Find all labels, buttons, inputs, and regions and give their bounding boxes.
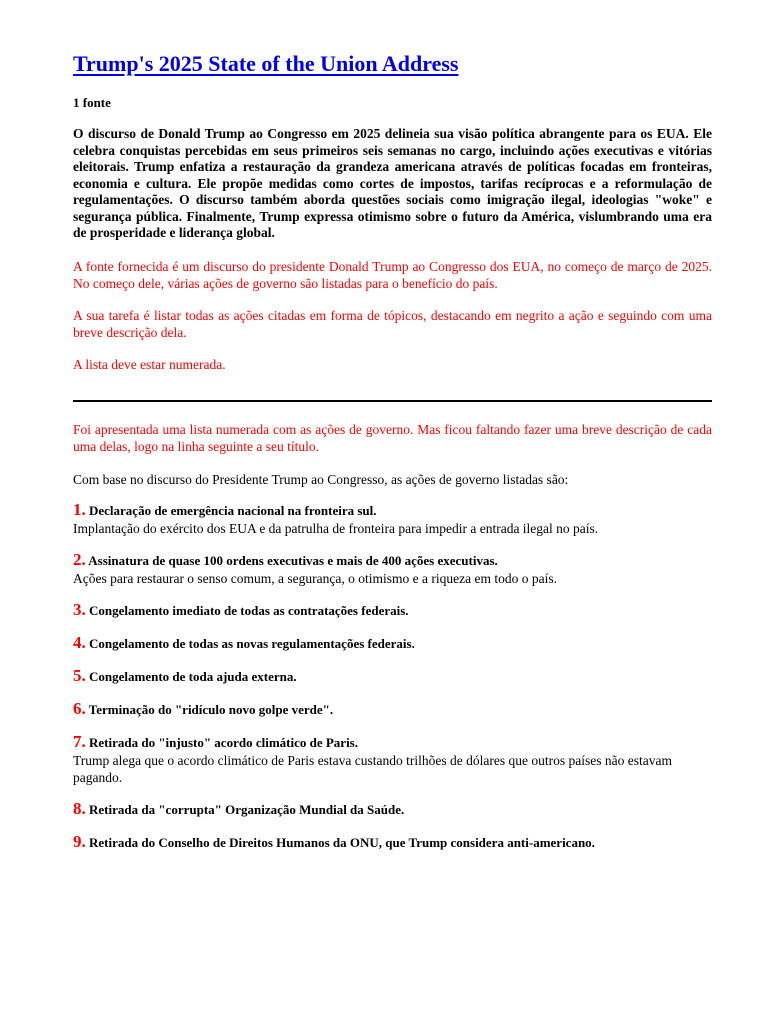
- document-content: [73, 50, 712, 865]
- horizontal-divider: [73, 400, 712, 402]
- source-label: 1 fonte: [73, 95, 111, 110]
- list-item: [73, 666, 712, 686]
- list-item: [73, 732, 712, 786]
- list-item-number: 9.: [73, 831, 86, 851]
- list-item-title: Congelamento de todas as novas regulamentações federais.: [89, 635, 415, 651]
- list-item-number: 8.: [73, 798, 86, 818]
- actions-list: [73, 500, 712, 852]
- list-item-number: 1.: [73, 499, 86, 519]
- instruction-paragraph: A fonte fornecida é um discurso do presidente Donald Trump ao Congresso dos EUA, no começo de março de 2025. No começo dele, várias ações de governo são listadas para o benefício do país.: [73, 258, 712, 291]
- list-item-heading: [73, 832, 712, 852]
- list-item-description: Implantação do exército dos EUA e da patrulha de fronteira para impedir a entrada ilegal no país.: [73, 520, 599, 536]
- list-item-heading: [73, 799, 712, 819]
- list-item-title: Assinatura de quase 100 ordens executivas e mais de 400 ações executivas.: [88, 552, 498, 568]
- document-title-link[interactable]: Trump's 2025 State of the Union Address: [73, 51, 459, 76]
- list-item-heading: [73, 699, 712, 719]
- list-intro: Com base no discurso do Presidente Trump ao Congresso, as ações de governo listadas são:: [73, 471, 569, 487]
- feedback-paragraph: Foi apresentada uma lista numerada com as ações de governo. Mas ficou faltando fazer uma breve descrição de cada uma delas, logo na linha seguinte a seu título.: [73, 421, 712, 454]
- list-item: [73, 600, 712, 620]
- summary-paragraph: O discurso de Donald Trump ao Congresso em 2025 delineia sua visão política abrangente para os EUA. Ele celebra conquistas percebidas em seus primeiros seis semanas no cargo, incluindo ações executivas e vitórias eleitorais. Trump enfatiza a restauração da grandeza americana através de políticas focadas em fronteiras, economia e cultura. Ele propõe medidas como cortes de impostos, tarifas recíprocas e a reformulação de regulamentações. O discurso também aborda questões sociais como imigração ilegal, ideologias "woke" e segurança pública. Finalmente, Trump expressa otimismo sobre o futuro da América, vislumbrando uma era de prosperidade e liderança global.: [73, 126, 712, 240]
- list-item-title: Congelamento imediato de todas as contratações federais.: [89, 602, 409, 618]
- list-item-number: 7.: [73, 731, 86, 751]
- list-item-description: Ações para restaurar o senso comum, a segurança, o otimismo e a riqueza em todo o país.: [73, 570, 557, 586]
- list-item: [73, 832, 712, 852]
- list-item-heading: [73, 550, 712, 570]
- list-item-number: 6.: [73, 698, 86, 718]
- list-item: [73, 633, 712, 653]
- list-item-title: Terminação do "ridículo novo golpe verde".: [88, 701, 334, 717]
- list-item-heading: [73, 500, 712, 520]
- list-item-title: Retirada do "injusto" acordo climático de Paris.: [89, 734, 358, 750]
- list-item: [73, 799, 712, 819]
- list-item-heading: [73, 732, 712, 752]
- list-item-title: Retirada do Conselho de Direitos Humanos da ONU, que Trump considera anti-americano.: [89, 834, 595, 850]
- instruction-paragraph: A sua tarefa é listar todas as ações citadas em forma de tópicos, destacando em negrito a ação e seguindo com uma breve descrição dela.: [73, 307, 712, 340]
- list-item-title: Congelamento de toda ajuda externa.: [89, 668, 297, 684]
- list-item-number: 5.: [73, 665, 86, 685]
- list-item-title: Retirada da "corrupta" Organização Mundial da Saúde.: [89, 801, 405, 817]
- list-item-heading: [73, 600, 712, 620]
- list-item-heading: [73, 633, 712, 653]
- list-item-title: Declaração de emergência nacional na fronteira sul.: [89, 502, 377, 518]
- list-item: [73, 550, 712, 587]
- list-item-number: 2.: [73, 549, 86, 569]
- instruction-paragraph: A lista deve estar numerada.: [73, 356, 226, 372]
- list-item-number: 3.: [73, 599, 86, 619]
- list-item: [73, 699, 712, 719]
- list-item-heading: [73, 666, 712, 686]
- list-item: [73, 500, 712, 537]
- list-item-number: 4.: [73, 632, 86, 652]
- list-item-description: Trump alega que o acordo climático de Paris estava custando trilhões de dólares que outros países não estavam pagando.: [73, 752, 672, 785]
